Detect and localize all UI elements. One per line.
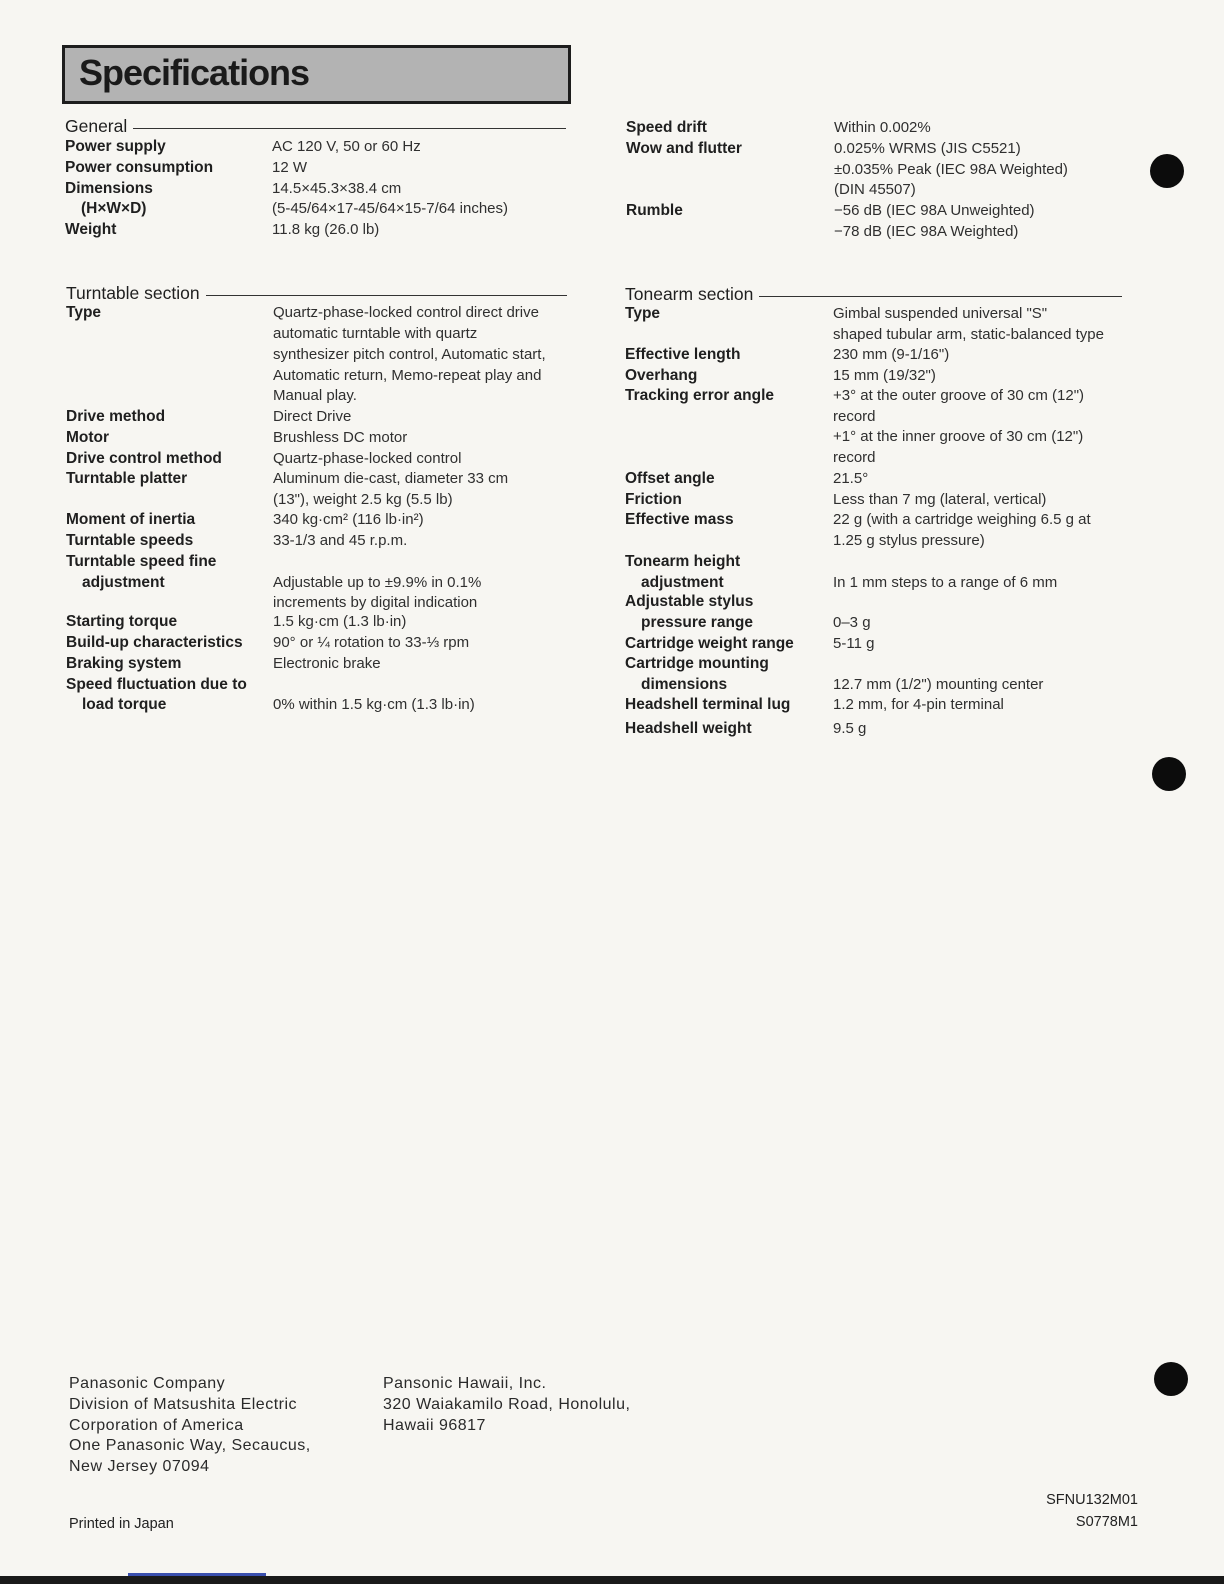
spec-value: Automatic return, Memo-repeat play and bbox=[273, 367, 542, 384]
spec-label: (H×W×D) bbox=[81, 200, 147, 218]
spec-label: Turntable platter bbox=[66, 470, 188, 487]
punch-hole bbox=[1150, 154, 1184, 188]
spec-label: Dimensions bbox=[65, 179, 153, 197]
spec-value: 1.2 mm, for 4-pin terminal bbox=[833, 696, 1004, 713]
spec-value: record bbox=[833, 408, 876, 425]
spec-value: synthesizer pitch control, Automatic start, bbox=[273, 346, 546, 363]
spec-value: +3° at the outer groove of 30 cm (12") bbox=[833, 387, 1085, 404]
spec-value: 1.5 kg·cm (1.3 lb·in) bbox=[273, 613, 407, 630]
spec-label: Drive method bbox=[66, 408, 166, 425]
spec-value: Less than 7 mg (lateral, vertical) bbox=[833, 491, 1047, 508]
spec-label: Drive control method bbox=[66, 450, 222, 467]
bottom-edge bbox=[0, 1576, 1224, 1584]
spec-value: Gimbal suspended universal "S" bbox=[833, 305, 1048, 322]
spec-value: automatic turntable with quartz bbox=[273, 325, 478, 342]
spec-value: Direct Drive bbox=[273, 408, 352, 425]
spec-value: Brushless DC motor bbox=[273, 429, 408, 446]
spec-value: 1.25 g stylus pressure) bbox=[833, 532, 985, 549]
section-header bbox=[65, 116, 566, 140]
address-line: Panasonic Company bbox=[69, 1375, 226, 1392]
address-line: 320 Waiakamilo Road, Honolulu, bbox=[383, 1395, 631, 1413]
spec-label: Motor bbox=[66, 429, 110, 446]
spec-label: Wow and flutter bbox=[626, 139, 742, 157]
punch-hole bbox=[1152, 757, 1186, 791]
spec-value: 90° or ¼ rotation to 33-⅓ rpm bbox=[273, 634, 470, 651]
spec-value: record bbox=[833, 449, 876, 466]
spec-value: 22 g (with a cartridge weighing 6.5 g at bbox=[833, 511, 1091, 528]
spec-value: 15 mm (19/32") bbox=[833, 367, 936, 384]
spec-value: −78 dB (IEC 98A Weighted) bbox=[834, 223, 1019, 240]
spec-value: +1° at the inner groove of 30 cm (12") bbox=[833, 428, 1084, 445]
spec-label: Type bbox=[66, 304, 102, 321]
section-title: General bbox=[65, 116, 133, 137]
spec-value: Manual play. bbox=[273, 387, 357, 404]
spec-label: Adjustable stylus bbox=[625, 593, 754, 610]
spec-value: 14.5×45.3×38.4 cm bbox=[272, 179, 402, 197]
spec-value: increments by digital indication bbox=[273, 594, 478, 611]
spec-value: (DIN 45507) bbox=[834, 181, 916, 199]
section-title: Turntable section bbox=[66, 283, 206, 304]
spec-value: 0% within 1.5 kg·cm (1.3 lb·in) bbox=[273, 696, 475, 713]
spec-label: Effective mass bbox=[625, 511, 734, 528]
spec-label: adjustment bbox=[82, 574, 165, 591]
section-title: Tonearm section bbox=[625, 284, 759, 305]
spec-value: (13"), weight 2.5 kg (5.5 lb) bbox=[273, 491, 453, 508]
address-panasonic-company bbox=[69, 1374, 311, 1478]
spec-value: (5-45/64×17-45/64×15-7/64 inches) bbox=[272, 200, 509, 218]
spec-value: Within 0.002% bbox=[834, 119, 931, 136]
spec-label: Cartridge weight range bbox=[625, 635, 794, 652]
spec-value: 21.5° bbox=[833, 470, 869, 487]
spec-label: dimensions bbox=[641, 676, 728, 693]
spec-value: 12 W bbox=[272, 158, 308, 176]
address-line: Pansonic Hawaii, Inc. bbox=[383, 1375, 547, 1392]
spec-label: Starting torque bbox=[66, 613, 178, 630]
spec-label: Overhang bbox=[625, 367, 698, 384]
address-line: One Panasonic Way, Secaucus, bbox=[69, 1437, 311, 1455]
spec-label: Moment of inertia bbox=[66, 511, 196, 528]
spec-label: Speed fluctuation due to bbox=[66, 676, 247, 693]
address-line: Hawaii 96817 bbox=[383, 1416, 486, 1434]
spec-value: 11.8 kg (26.0 lb) bbox=[272, 221, 380, 239]
spec-value: −56 dB (IEC 98A Unweighted) bbox=[834, 202, 1035, 220]
spec-label: adjustment bbox=[641, 574, 724, 591]
page-title: Specifications bbox=[79, 52, 310, 93]
spec-value: Electronic brake bbox=[273, 655, 381, 672]
spec-value: 5-11 g bbox=[833, 635, 875, 652]
spec-value: 0.025% WRMS (JIS C5521) bbox=[834, 139, 1021, 157]
punch-hole bbox=[1154, 1362, 1188, 1396]
spec-label: Turntable speed fine bbox=[66, 553, 217, 570]
address-line: Division of Matsushita Electric bbox=[69, 1395, 298, 1413]
spec-value: 12.7 mm (1/2") mounting center bbox=[833, 676, 1044, 693]
spec-label: Type bbox=[625, 305, 661, 322]
spec-label: load torque bbox=[82, 696, 167, 713]
spec-value: AC 120 V, 50 or 60 Hz bbox=[272, 138, 421, 155]
address-line: New Jersey 07094 bbox=[69, 1458, 210, 1476]
spec-value: Aluminum die-cast, diameter 33 cm bbox=[273, 470, 509, 487]
spec-value: 9.5 g bbox=[833, 720, 867, 737]
spec-label: Offset angle bbox=[625, 470, 715, 487]
spec-value: 230 mm (9-1/16") bbox=[833, 346, 950, 363]
spec-label: Braking system bbox=[66, 655, 182, 672]
spec-value: 33-1/3 and 45 r.p.m. bbox=[273, 532, 408, 549]
spec-label: Build-up characteristics bbox=[66, 634, 243, 651]
spec-value: 0–3 g bbox=[833, 614, 871, 631]
spec-value: ±0.035% Peak (IEC 98A Weighted) bbox=[834, 160, 1068, 178]
spec-value: 340 kg·cm² (116 lb·in²) bbox=[273, 511, 424, 528]
spec-label: Weight bbox=[65, 221, 117, 239]
section-rule bbox=[65, 128, 566, 129]
spec-label: Rumble bbox=[626, 202, 683, 220]
spec-label: Power consumption bbox=[65, 158, 214, 176]
spec-label: Headshell weight bbox=[625, 720, 752, 737]
part-number-1: SFNU132M01 bbox=[1046, 1492, 1138, 1508]
address-line: Corporation of America bbox=[69, 1416, 244, 1434]
spec-label: pressure range bbox=[641, 614, 753, 631]
spec-label: Headshell terminal lug bbox=[625, 696, 791, 713]
part-number-2: S0778M1 bbox=[1075, 1514, 1138, 1530]
title-banner bbox=[62, 45, 571, 104]
spec-label: Cartridge mounting bbox=[625, 655, 769, 672]
spec-value: Quartz-phase-locked control direct drive bbox=[273, 304, 539, 321]
spec-label: Turntable speeds bbox=[66, 532, 194, 549]
spec-value: Adjustable up to ±9.9% in 0.1% bbox=[273, 574, 482, 591]
spec-label: Speed drift bbox=[626, 119, 707, 136]
spec-label: Effective length bbox=[625, 346, 741, 363]
spec-value: shaped tubular arm, static-balanced type bbox=[833, 326, 1104, 343]
address-panasonic-hawaii bbox=[383, 1374, 630, 1436]
spec-label: Tracking error angle bbox=[625, 387, 775, 404]
spec-label: Friction bbox=[625, 491, 682, 508]
spec-label: Tonearm height bbox=[625, 553, 741, 570]
spec-value: In 1 mm steps to a range of 6 mm bbox=[833, 574, 1058, 591]
printed-in-label: Printed in Japan bbox=[69, 1516, 174, 1532]
spec-label: Power supply bbox=[65, 138, 166, 155]
spec-value: Quartz-phase-locked control bbox=[273, 450, 462, 467]
